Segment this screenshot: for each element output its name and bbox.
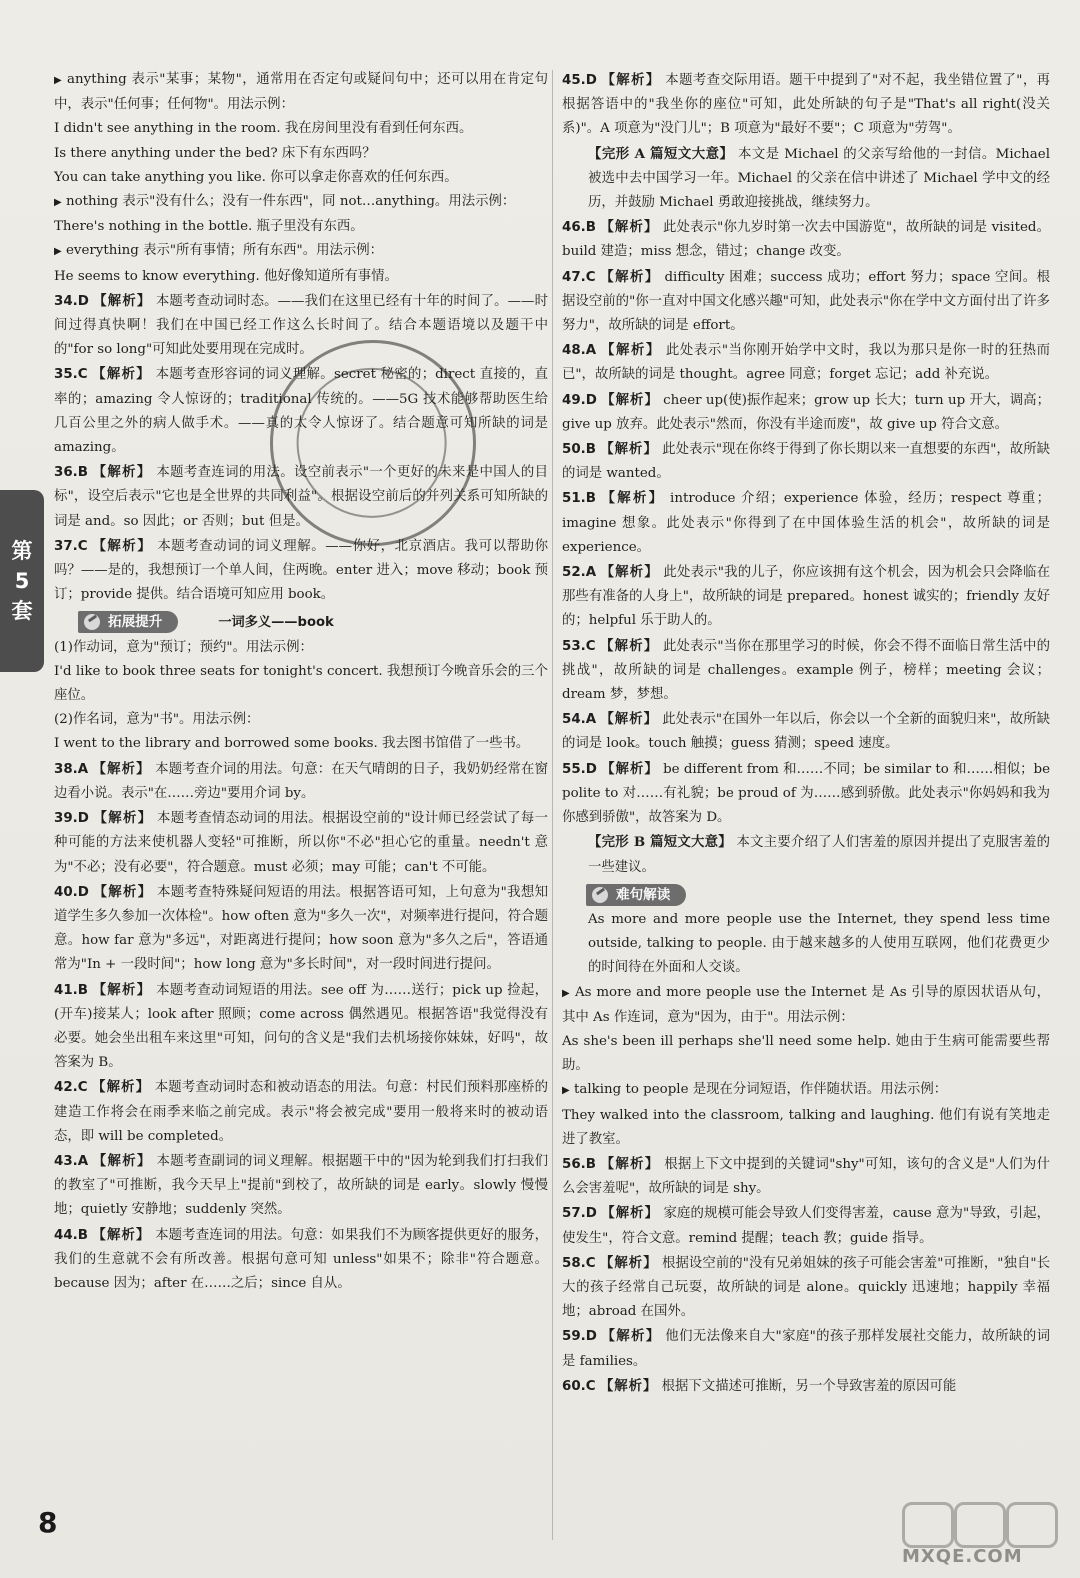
line-text: (1)作动词，意为"预订；预约"。用法示例： [54, 639, 313, 655]
left-answers-34-37 [54, 289, 548, 608]
triangle-bullet-icon: ▶ [54, 75, 63, 86]
analysis-tag: 【解析】 [601, 490, 665, 507]
answer-letter: B [585, 1156, 596, 1172]
answer-number: 45. [562, 73, 586, 88]
analysis-tag: 【解析】 [93, 883, 153, 900]
analysis-text: 本题考查动词时态和被动语态的用法。句意：村民们预料那座桥的建造工作将会在雨季来临之前完成。表示"将会被完成"要用一般将来时的被动语态，即 will be completed。 [54, 1080, 548, 1144]
analysis-tag: 【解析】 [92, 981, 152, 998]
answer-number: 35. [54, 367, 78, 383]
expansion-banner-label: 拓展提升 [108, 614, 163, 631]
passage-a-summary-tag: 【完形 A 篇短文大意】 [588, 145, 734, 162]
text-line [54, 265, 548, 289]
triangle-bullet-icon: ▶ [562, 987, 571, 999]
passage-b-summary-tag: 【完形 B 篇短文大意】 [588, 834, 732, 851]
analysis-tag: 【解析】 [600, 268, 660, 285]
answer-letter: D [77, 293, 89, 309]
answer-item [54, 289, 548, 363]
right-column [562, 68, 1050, 1399]
analysis-tag: 【解析】 [92, 1152, 152, 1169]
analysis-tag: 【解析】 [600, 564, 659, 581]
analysis-text: cheer up(使)振作起来；grow up 长大；turn up 开大，调高；give up 放弃。此处表示"然而，你没有半途而废"，故 give up 符合文意。 [562, 392, 1050, 432]
analysis-tag: 【解析】 [599, 1254, 658, 1271]
answer-number: 34. [54, 293, 78, 309]
passage-b-summary-text: 本文主要介绍了人们害羞的原因并提出了克服害羞的一些建议。 [588, 835, 1050, 875]
text-line [54, 636, 548, 660]
answer-letter: A [585, 712, 597, 728]
analysis-tag: 【解析】 [92, 537, 153, 554]
answer-letter: A [585, 565, 597, 581]
passage-a-summary [562, 142, 1050, 216]
line-text: As more and more people use the Internet, they spend less time outside, talking to people. 由于越来越多的人使用互联网，他们花费更少的时间待在外面和人交谈。 [588, 911, 1050, 976]
analysis-text: 本题考查形容词的词义理解。secret 秘密的；direct 直接的，直率的；amazing 令人惊讶的；traditional 传统的。——5G 技术能够帮助医生给几百公里之外的病人做手术。——真的太令人惊讶了。结合题意可知所缺的词是 amazing。 [54, 367, 548, 456]
answer-item [562, 634, 1050, 708]
text-line [562, 908, 1050, 981]
analysis-text: 本题考查介词的用法。句意：在天气晴朗的日子，我奶奶经常在窗边看小说。表示"在……旁边"要用介词 by。 [54, 761, 549, 801]
set-tab-char-2: 5 [14, 569, 30, 593]
analysis-tag: 【解析】 [600, 1155, 660, 1172]
answer-item [562, 560, 1050, 634]
answer-item [54, 757, 548, 806]
set-tab-char-3: 套 [11, 599, 33, 623]
answer-item [54, 880, 548, 978]
answer-item [54, 1075, 548, 1149]
answer-item [562, 338, 1050, 387]
triangle-bullet-icon: ▶ [54, 197, 62, 209]
text-line [54, 117, 548, 141]
answer-item [562, 1374, 1050, 1399]
analysis-text: 本题考查连词的用法。设空前表示"一个更好的未来是中国人的目标"，设空后表示"它也是全世界的共同利益"。根据设空前后的并列关系可知所缺的词是 and。so 因此；or 否则；but 但是。 [54, 465, 548, 529]
answer-letter: B [585, 442, 596, 458]
watermark-text: MXQE.COM [902, 1546, 1023, 1567]
answer-letter: B [585, 220, 596, 236]
line-text: I didn't see anything in the room. 我在房间里没有看到任何东西。 [54, 121, 473, 137]
answer-letter: C [585, 1378, 596, 1394]
analysis-tag: 【解析】 [601, 760, 659, 777]
answer-number: 43. [54, 1153, 78, 1169]
answer-item [562, 707, 1050, 756]
answer-letter: D [585, 761, 597, 777]
hard-sentence-banner [586, 884, 686, 906]
answer-letter: A [585, 343, 597, 359]
analysis-text: difficulty 困难；success 成功；effort 努力；space 空间。根据设空前的"你一直对中国文化感兴趣"可知，此处表示"你在学中文方面付出了许多努力"，故所缺的词是 effort。 [562, 269, 1051, 334]
answer-letter: D [77, 811, 89, 827]
answer-number: 53. [562, 638, 586, 654]
text-line [54, 142, 548, 166]
answer-item [562, 1251, 1050, 1325]
line-text: anything 表示"某事；某物"，通常用在否定句或疑问句中；还可以用在肯定句中，表示"任何事；任何物"。用法示例： [54, 72, 548, 113]
analysis-tag: 【解析】 [600, 219, 659, 236]
hard-sentence-lines [562, 908, 1050, 1152]
answer-number: 51. [562, 491, 586, 507]
triangle-bullet-icon: ▶ [562, 1085, 570, 1097]
right-answer-45 [562, 68, 1050, 142]
line-text: As she's been ill perhaps she'll need some help. 她由于生病可能需要些帮助。 [562, 1033, 1050, 1074]
answer-item [562, 1324, 1050, 1373]
text-line [54, 166, 548, 190]
text-line [54, 68, 548, 117]
passage-a-summary-text: 本文是 Michael 的父亲写给他的一封信。Michael 被选中去中国学习一年。Michael 的父亲在信中讲述了 Michael 学中文的经历，并鼓励 Michael 勇敢迎接挑战，继续努力。 [588, 146, 1050, 211]
analysis-text: 此处表示"我的儿子，你应该拥有这个机会，因为机会只会降临在那些有准备的人身上"，故所缺的词是 prepared。honest 诚实的；friendly 友好的；helpful 乐于助人的。 [562, 565, 1051, 629]
answer-number: 48. [562, 343, 586, 359]
analysis-tag: 【解析】 [93, 810, 153, 827]
page-number: 8 [38, 1506, 58, 1539]
analysis-tag: 【解析】 [599, 1377, 658, 1394]
answer-letter: B [585, 491, 596, 507]
analysis-tag: 【解析】 [92, 366, 152, 383]
expansion-block [54, 636, 548, 757]
text-line [54, 239, 548, 264]
left-column [54, 68, 548, 1296]
answer-item [54, 806, 548, 880]
text-line [54, 215, 548, 239]
answer-item [562, 215, 1050, 264]
analysis-text: 本题考查交际用语。题干中提到了"对不起，我坐错位置了"，再根据答语中的"我坐你的座位"可知，此处所缺的句子是"That's all right(没关系)"。A 项意为"没门儿"；B 项意为"最好不要"；C 项意为"劳驾"。 [562, 73, 1051, 137]
answer-item [54, 978, 548, 1076]
column-divider [552, 70, 553, 1540]
answer-number: 38. [54, 761, 78, 777]
text-line [562, 981, 1050, 1030]
answer-letter: A [77, 1153, 89, 1169]
analysis-tag: 【解析】 [92, 760, 151, 777]
watermark-bubble-icon [902, 1502, 954, 1548]
answer-number: 56. [562, 1156, 586, 1172]
analysis-text: 本题考查副词的词义理解。根据题干中的"因为轮到我们打扫我们的教室了"可推断，我今天早上"提前"到校了，故所缺的词是 early。slowly 慢慢地；quietly 安静地；suddenly 突然。 [54, 1153, 548, 1218]
analysis-tag: 【解析】 [601, 391, 659, 408]
answer-number: 44. [54, 1227, 78, 1243]
answer-item [54, 1223, 548, 1297]
answer-letter: C [77, 1080, 88, 1096]
answer-number: 50. [562, 442, 586, 458]
analysis-tag: 【解析】 [600, 637, 659, 654]
set-tab-char-1: 第 [11, 539, 33, 563]
answer-number: 39. [54, 811, 78, 827]
answer-item [54, 1149, 548, 1223]
line-text: nothing 表示"没有什么；没有一件东西"，同 not…anything。用法示例： [61, 194, 516, 210]
answer-item [562, 437, 1050, 486]
answer-letter: D [585, 1329, 597, 1345]
expansion-banner-row [54, 607, 548, 635]
line-text: talking to people 是现在分词短语，作伴随状语。用法示例： [569, 1082, 948, 1098]
text-line [54, 190, 548, 215]
analysis-text: 家庭的规模可能会导致人们变得害羞，cause 意为"导致，引起，使发生"，符合文意。remind 提醒；teach 教；guide 指导。 [562, 1206, 1050, 1246]
answer-letter: C [77, 538, 88, 554]
analysis-text: 此处表示"当你在那里学习的时候，你会不得不面临日常生活中的挑战"，故所缺的词是 challenges。example 例子，榜样；meeting 会议；dream 梦，梦想。 [562, 638, 1051, 703]
answer-number: 60. [562, 1378, 586, 1394]
answer-number: 36. [54, 465, 78, 481]
answer-item [562, 1152, 1050, 1201]
analysis-text: 本题考查动词的词义理解。——你好，北京酒店。我可以帮助你吗？——是的，我想预订一个单人间，住两晚。enter 进入；move 移动；book 预订；provide 提供。结合语境可知应用 book。 [54, 538, 549, 603]
hard-sentence-block [562, 880, 1050, 1152]
answer-letter: C [585, 1255, 596, 1271]
answer-letter: D [585, 73, 597, 88]
analysis-tag: 【解析】 [92, 464, 152, 481]
answer-item [54, 460, 548, 534]
analysis-tag: 【解析】 [600, 342, 661, 359]
answer-item [562, 757, 1050, 831]
answer-number: 52. [562, 565, 586, 581]
analysis-tag: 【解析】 [601, 1205, 660, 1222]
right-answers-56-60 [562, 1152, 1050, 1399]
answer-item [54, 534, 548, 608]
expansion-banner [78, 611, 178, 633]
answer-number: 37. [54, 538, 78, 554]
watermark-bubble-icon [1006, 1502, 1058, 1548]
answer-number: 47. [562, 269, 586, 285]
answer-item [562, 68, 1050, 142]
answer-letter: B [77, 465, 88, 481]
text-line [562, 1104, 1050, 1152]
right-answers-46-55 [562, 215, 1050, 830]
answer-letter: B [77, 982, 88, 998]
analysis-text: 此处表示"当你刚开始学中文时，我以为那只是你一时的狂热而已"，故所缺的词是 thought。agree 同意；forget 忘记；add 补充说。 [562, 343, 1050, 383]
answer-number: 46. [562, 220, 586, 236]
answer-number: 42. [54, 1080, 78, 1096]
pen-icon [84, 614, 100, 630]
text-line [54, 708, 548, 732]
answer-item [54, 362, 548, 460]
left-intro-block [54, 68, 548, 289]
analysis-text: be different from 和……不同；be similar to 和……相似；be polite to 对……有礼貌；be proud of 为……感到骄傲。此处表示"你妈妈和我为你感到骄傲"，故答案为 D。 [562, 761, 1051, 826]
answer-number: 55. [562, 761, 586, 777]
answer-number: 49. [562, 392, 586, 408]
answer-letter: D [585, 392, 597, 408]
site-watermark [862, 1502, 1062, 1568]
analysis-tag: 【解析】 [600, 441, 658, 458]
left-answers-38-44 [54, 757, 548, 1296]
answer-item [562, 265, 1050, 339]
passage-b-summary [562, 830, 1050, 879]
analysis-tag: 【解析】 [600, 711, 659, 728]
analysis-tag: 【解析】 [93, 292, 152, 309]
analysis-tag: 【解析】 [92, 1226, 151, 1243]
line-text: I went to the library and borrowed some books. 我去图书馆借了一些书。 [54, 736, 530, 752]
analysis-text: 此处表示"现在你终于得到了你长期以来一直想要的东西"，故所缺的词是 wanted。 [562, 442, 1050, 482]
text-line [562, 1030, 1050, 1078]
analysis-text: introduce 介绍；experience 体验，经历；respect 尊重；imagine 想象。此处表示"你得到了在中国体验生活的机会"，故所缺的词是 experience。 [562, 491, 1051, 555]
analysis-tag: 【解析】 [92, 1079, 151, 1096]
analysis-text: 本题考查特殊疑问短语的用法。根据答语可知，上句意为"我想知道学生多久参加一次体检"。how often 意为"多久一次"，对频率进行提问，符合题意。how far 意为"多远"，对距离进行提问；how soon 意为"多久之后"，答语通常为"In + 一段时间"；how long 意为"多长时间"，对一段时间进行提问。 [54, 884, 548, 973]
answer-item [562, 1201, 1050, 1250]
answer-item [562, 486, 1050, 560]
hard-sentence-banner-row [562, 880, 1050, 908]
answer-number: 40. [54, 884, 78, 900]
line-text: They walked into the classroom, talking and laughing. 他们有说有笑地走进了教室。 [562, 1107, 1050, 1147]
line-text: There's nothing in the bottle. 瓶子里没有东西。 [54, 219, 364, 235]
line-text: You can take anything you like. 你可以拿走你喜欢的任何东西。 [54, 169, 458, 185]
answer-letter: B [77, 1227, 88, 1243]
line-text: Is there anything under the bed? 床下有东西吗？ [54, 145, 376, 161]
answer-letter: D [77, 884, 89, 900]
analysis-text: 本题考查动词时态。——我们在这里已经有十年的时间了。——时间过得真快啊！我们在中国已经工作这么长时间了。结合本题语境以及题干中的"for so long"可知此处要用现在完成时。 [54, 293, 548, 358]
analysis-tag: 【解析】 [601, 72, 661, 88]
answer-letter: D [585, 1206, 597, 1222]
text-line [562, 1078, 1050, 1103]
answer-number: 57. [562, 1206, 586, 1222]
analysis-text: 此处表示"在国外一年以后，你会以一个全新的面貌归来"，故所缺的词是 look。touch 触摸；guess 猜测；speed 速度。 [562, 712, 1050, 752]
answer-item [562, 388, 1050, 437]
analysis-text: 本题考查动词短语的用法。see off 为……送行；pick up 捡起，(开车)接某人；look after 照顾；come across 偶然遇见。根据答语"我觉得没有必要。她会坐出租车来这里"可知，问句的含义是"我们去机场接你妹妹，好吗"，故答案为 B。 [54, 982, 548, 1071]
answer-letter: C [585, 638, 596, 654]
analysis-text: 他们无法像来自大"家庭"的孩子那样发展社交能力，故所缺的词是 families。 [562, 1329, 1051, 1369]
analysis-tag: 【解析】 [601, 1328, 661, 1345]
analysis-text: 根据上下文中提到的关键词"shy"可知，该句的含义是"人们为什么会害羞呢"，故所缺的词是 shy。 [562, 1156, 1050, 1197]
answer-number: 59. [562, 1329, 586, 1345]
answer-letter: C [585, 269, 596, 285]
line-text: I'd like to book three seats for tonight's concert. 我想预订今晚音乐会的三个座位。 [54, 663, 548, 704]
analysis-text: 根据下文描述可推断，另一个导致害羞的原因可能 [661, 1378, 957, 1394]
line-text: As more and more people use the Internet 是 As 引导的原因状语从句，其中 As 作连词，意为"因为，由于"。用法示例： [562, 984, 1050, 1025]
analysis-text: 本题考查情态动词的用法。根据设空前的"设计师已经尝试了每一种可能的方法来使机器人变轻"可推断，所以你"不必"担心它的重量。needn't 意为"不必；没有必要"，符合题意。must 必须；may 可能；can't 不可能。 [54, 811, 548, 875]
answer-letter: C [77, 367, 88, 383]
answer-number: 41. [54, 982, 78, 998]
analysis-text: 本题考查连词的用法。句意：如果我们不为顾客提供更好的服务，我们的生意就不会有所改善。根据句意可知 unless"如果不；除非"符合题意。because 因为；after 在……之后；since 自从。 [54, 1227, 549, 1291]
answer-letter: A [77, 761, 89, 777]
text-line [54, 732, 548, 756]
analysis-text: 根据设空前的"没有兄弟姐妹的孩子可能会害羞"可推断，"独自"长大的孩子经常自己玩耍，故所缺的词是 alone。quickly 迅速地；happily 幸福地；abroad 在国外。 [562, 1255, 1051, 1320]
line-text: (2)作名词，意为"书"。用法示例： [54, 712, 260, 728]
expansion-banner-title: 一词多义——book [218, 615, 334, 631]
watermark-bubble-icon [954, 1502, 1006, 1548]
triangle-bullet-icon: ▶ [54, 246, 62, 258]
analysis-text: 此处表示"你九岁时第一次去中国游览"，故所缺的词是 visited。build 建造；miss 想念，错过；change 改变。 [562, 220, 1051, 260]
answer-number: 58. [562, 1255, 586, 1271]
text-line [54, 660, 548, 708]
line-text: He seems to know everything. 他好像知道所有事情。 [54, 268, 398, 284]
hard-sentence-banner-label: 难句解读 [616, 886, 671, 903]
line-text: everything 表示"所有事情；所有东西"。用法示例： [61, 243, 384, 259]
answer-number: 54. [562, 712, 586, 728]
set-tab [0, 490, 44, 672]
pen-icon [592, 887, 608, 903]
